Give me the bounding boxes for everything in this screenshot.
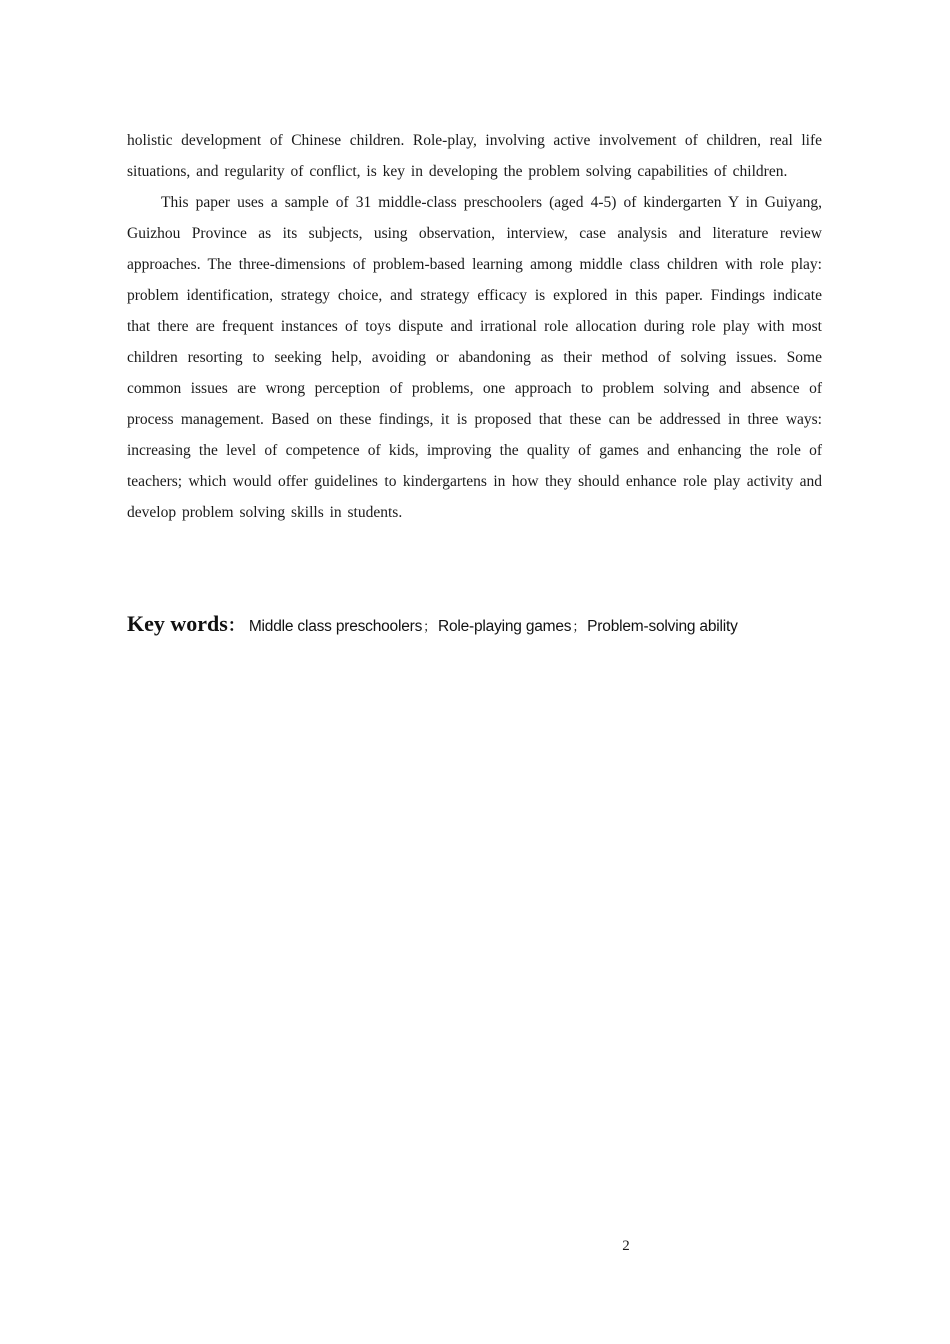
keywords-label-separator: ： [227, 616, 245, 636]
page-number: 2 [622, 1238, 630, 1254]
keyword-item: Middle class preschoolers [248, 618, 423, 635]
abstract-paragraph-main: This paper uses a sample of 31 middle-class preschoolers (aged 4-5) of kindergarten Y in Guiyang, Guizhou Province as its subjects, using observation, interview, case analysis and literature review approaches. The three-dimensions of problem-based learning among middle class children with role play: problem identification, strategy choice, and strategy efficacy is explored in this paper. Findings indicate that there are frequent instances of toys dispute and irrational role allocation during role play with most children resorting to seeking help, avoiding or abandoning as their method of solving issues. Some common issues are wrong perception of problems, one approach to problem solving and absence of process management. Based on these findings, it is proposed that these can be addressed in three ways: increasing the level of competence of kids, improving the quality of games and enhancing the role of teachers; which would offer guidelines to kindergartens in how they should enhance role play activity and develop problem solving skills in students. [127, 194, 822, 521]
keyword-separator: ； [572, 620, 586, 635]
abstract-body [127, 125, 822, 528]
keywords-label: Key words [127, 611, 228, 636]
keyword-item: Problem-solving ability [587, 618, 738, 635]
keywords-row [127, 611, 827, 637]
keyword-separator: ； [423, 620, 436, 635]
keyword-item: Role-playing games [437, 618, 572, 635]
abstract-paragraph-continued: holistic development of Chinese children. Role-play, involving active involvement of children, real life situations, and regularity of conflict, is key in developing the problem solving capabilities of children. [127, 132, 822, 180]
keywords-list [249, 618, 738, 635]
